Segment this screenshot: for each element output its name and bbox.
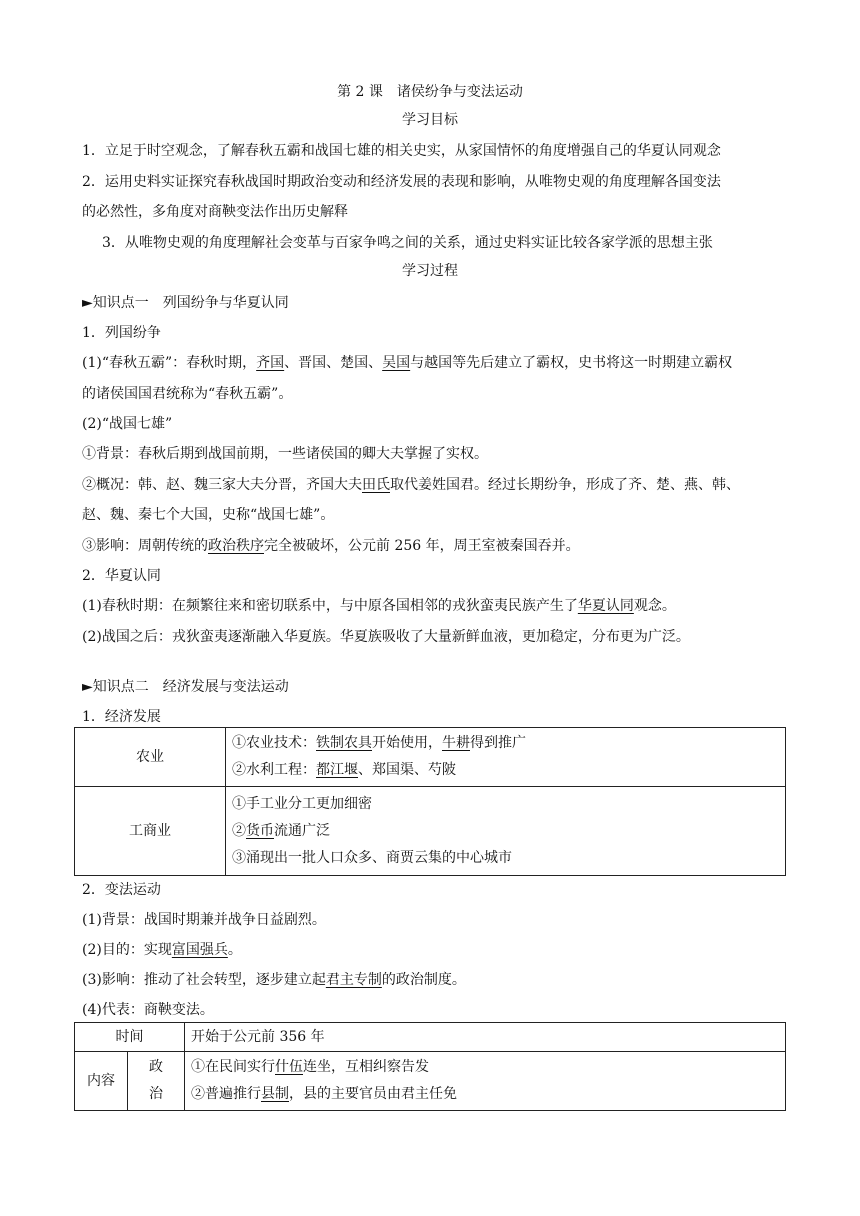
commerce-label: 工商业 (75, 787, 226, 876)
lesson-title: 第 2 课 诸侯纷争与变法运动 (337, 84, 523, 100)
kp1-section-2: 2．华夏认同 (82, 568, 161, 584)
reform-background: (1)背景：战国时期兼并战争日益剧烈。 (82, 912, 326, 928)
table-row (75, 728, 786, 787)
kp2-section-1: 1．经济发展 (82, 709, 161, 725)
table-row (75, 1023, 786, 1052)
kp1-heading: ►知识点一 列国纷争与华夏认同 (82, 295, 289, 311)
shang-yang-table (74, 1022, 786, 1111)
kp1-overview-cont: 赵、魏、秦七个大国，史称“战国七雄”。 (82, 507, 335, 523)
kp1-section-1: 1．列国纷争 (82, 325, 161, 341)
agriculture-label: 农业 (75, 728, 226, 787)
kp1-impact: ③影响：周朝传统的政治秩序完全被破坏，公元前 256 年，周王室被秦国吞并。 (82, 538, 580, 554)
reform-goal: (2)目的：实现富国强兵。 (82, 942, 242, 958)
commerce-item-1: ①手工业分工更加细密 (232, 795, 372, 812)
goal-1: 1．立足于时空观念，了解春秋五霸和战国七雄的相关史实，从家国情怀的角度增强自己的华夏认同观念 (82, 143, 721, 159)
agriculture-content (226, 728, 786, 787)
agri-water: ②水利工程：都江堰、郑国渠、芍陂 (232, 762, 456, 778)
commerce-item-3: ③涌现出一批人口众多、商贾云集的中心城市 (232, 849, 512, 866)
content-label: 内容 (75, 1052, 128, 1111)
time-value: 开始于公元前 356 年 (185, 1023, 786, 1052)
commerce-item-2: ②货币流通广泛 (232, 822, 330, 839)
politics-item-2: ②普遍推行县制，县的主要官员由君主任免 (191, 1086, 457, 1102)
process-heading: 学习过程 (402, 263, 458, 279)
kp1-huaxia-1: (1)春秋时期：在频繁往来和密切联系中，与中原各国相邻的戎狄蛮夷民族产生了华夏认同观念。 (82, 598, 676, 614)
kp2-heading: ►知识点二 经济发展与变法运动 (82, 679, 289, 695)
kp1-background: ①背景：春秋后期到战国前期，一些诸侯国的卿大夫掌握了实权。 (82, 446, 488, 462)
politics-label: 政 治 (128, 1052, 185, 1111)
kp1-overview: ②概况：韩、赵、魏三家大夫分晋，齐国大夫田氏取代姜姓国君。经过长期纷争，形成了齐、楚、燕、韩、 (82, 477, 740, 493)
politics-item-1: ①在民间实行什伍连坐，互相纠察告发 (191, 1059, 429, 1075)
economy-table (74, 727, 786, 876)
politics-content (185, 1052, 786, 1111)
kp2-section-2: 2．变法运动 (82, 882, 161, 898)
kp1-huaxia-2: (2)战国之后：戎狄蛮夷逐渐融入华夏族。华夏族吸收了大量新鲜血液，更加稳定，分布更为广泛。 (82, 629, 690, 645)
goal-3: 3．从唯物史观的角度理解社会变革与百家争鸣之间的关系，通过史料实证比较各家学派的思想主张 (102, 235, 713, 251)
commerce-content (226, 787, 786, 876)
table-row (75, 787, 786, 876)
goals-heading: 学习目标 (402, 112, 458, 128)
reform-representative: (4)代表：商鞅变法。 (82, 1002, 214, 1018)
agri-tech: ①农业技术：铁制农具开始使用，牛耕得到推广 (232, 735, 526, 751)
kp1-para-wuba: (1)“春秋五霸”：春秋时期，齐国、晋国、楚国、吴国与越国等先后建立了霸权，史书将这一时期建立霸权 (82, 355, 733, 371)
goal-2: 2．运用史料实证探究春秋战国时期政治变动和经济发展的表现和影响，从唯物史观的角度理解各国变法 (82, 174, 721, 190)
kp1-para-wuba-cont: 的诸侯国国君统称为“春秋五霸”。 (82, 386, 293, 402)
table-row (75, 1052, 786, 1111)
kp1-para-qixiong: (2)“战国七雄” (82, 416, 173, 432)
time-label: 时间 (75, 1023, 185, 1052)
reform-impact: (3)影响：推动了社会转型，逐步建立起君主专制的政治制度。 (82, 972, 466, 988)
goal-2-cont: 的必然性，多角度对商鞅变法作出历史解释 (82, 204, 348, 220)
